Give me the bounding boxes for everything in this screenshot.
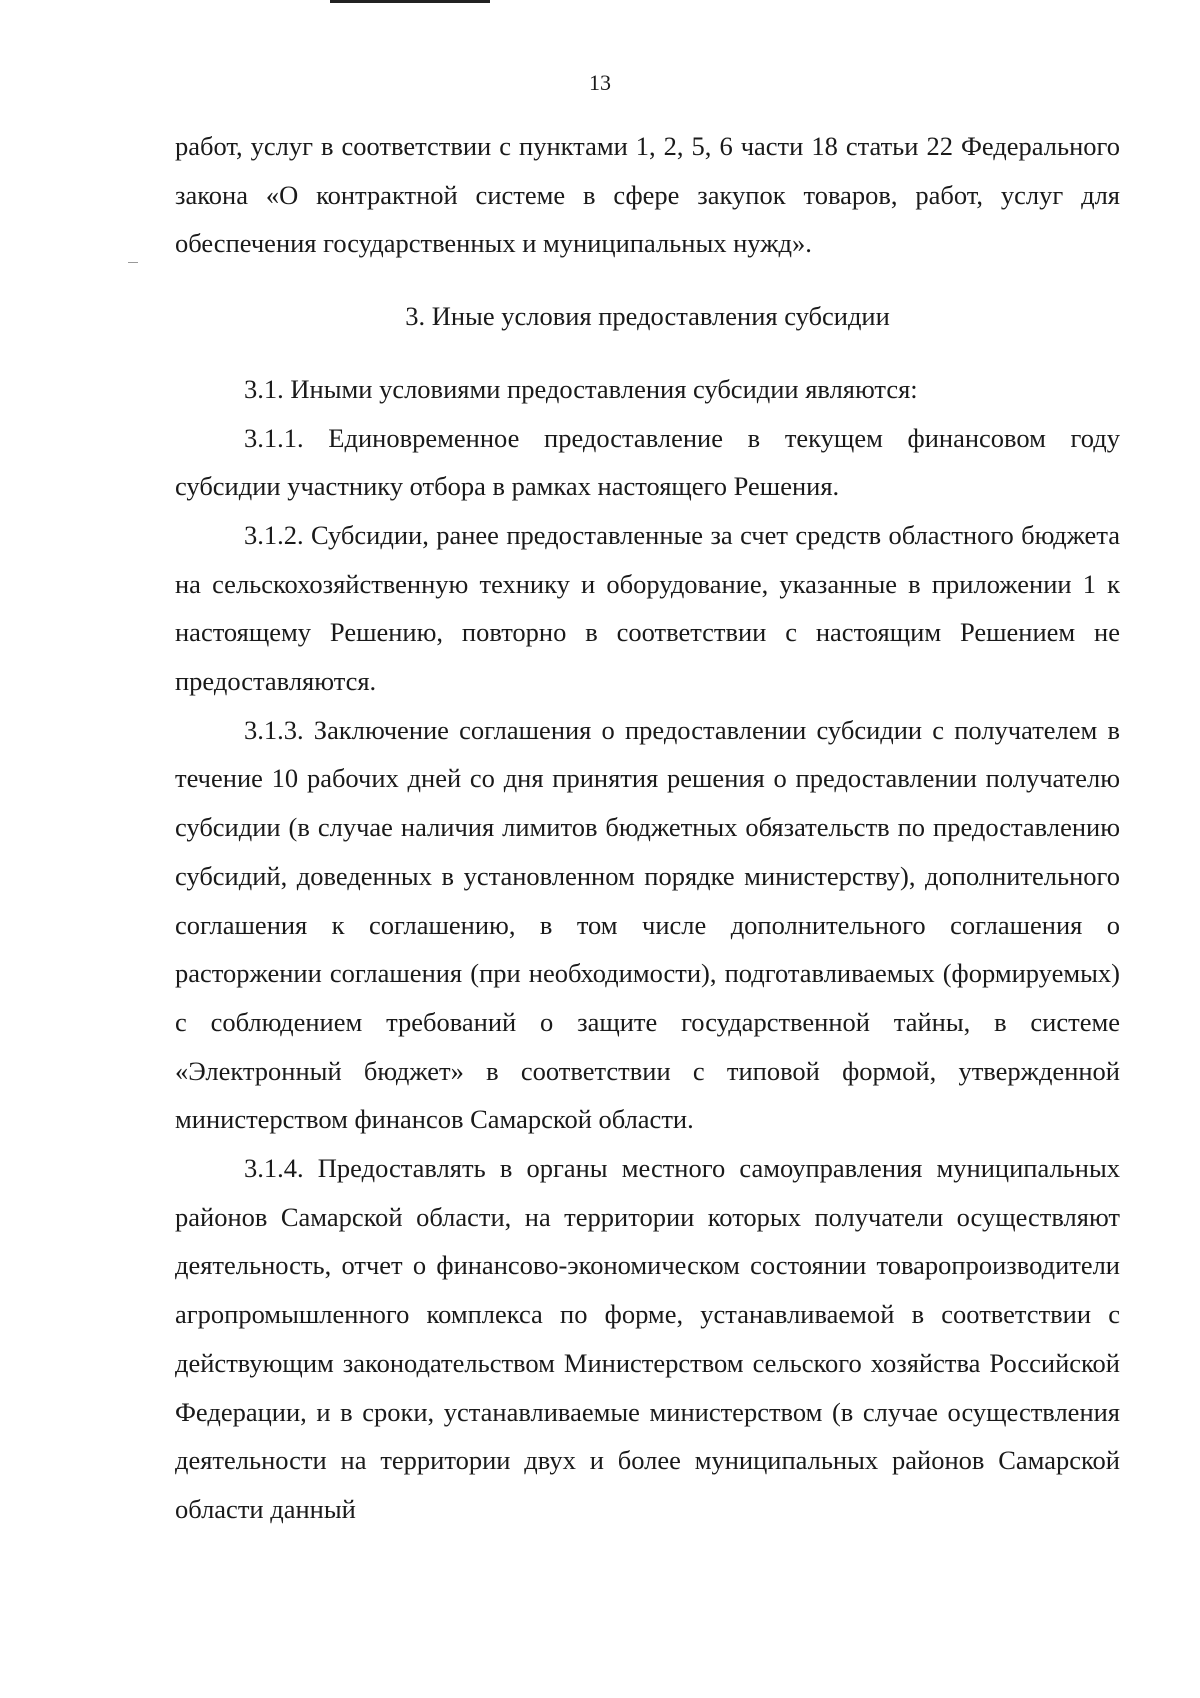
page-number: 13 [589,70,611,95]
paragraph-intro: работ, услуг в соответствии с пунктами 1, 2, 5, 6 части 18 статьи 22 Федерального закона «О контрактной системе в сфере закупок товаров, работ, услуг для обеспечения государственных и муниципальных нужд». [175,131,1120,259]
paragraph-3-1: 3.1. Иными условиями предоставления субсидии являются: [244,373,918,404]
scan-top-mark [330,0,490,3]
section-heading: 3. Иные условия предоставления субсидии [405,301,890,332]
paragraph-3-1-2: 3.1.2. Субсидии, ранее предоставленные за счет средств областного бюджета на сельскохозяйственную технику и оборудование, указанные в приложении 1 к настоящему Решению, повторно в соответствии с настоящим Решением не предоставляются. [175,519,1120,697]
paragraph-3-1-1: 3.1.1. Единовременное предоставление в текущем финансовом году субсидии участнику отбора в рамках настоящего Решения. [175,422,1120,502]
paragraph-3-1-3: 3.1.3. Заключение соглашения о предоставлении субсидии с получателем в течение 10 рабочих дней со дня принятия решения о предоставлении получателю субсидии (в случае наличия лимитов бюджетных обязательств по предоставлению субсидий, доведенных в установленном порядке министерству), дополнительного соглашения к соглашению, в том числе дополнительного соглашения о расторжении соглашения (при необходимости), подготавливаемых (формируемых) с соблюдением требований о защите государственной тайны, в системе «Электронный бюджет» в соответствии с типовой формой, утвержденной министерством финансов Самарской области. [175,714,1120,1135]
paragraph-3-1-4: 3.1.4. Предоставлять в органы местного самоуправления муниципальных районов Самарской области, на территории которых получатели осуществляют деятельность, отчет о финансово-экономическом состоянии товаропроизводители агропромышленного комплекса по форме, устанавливаемой в соответствии с действующим законодательством Министерством сельского хозяйства Российской Федерации, и в сроки, устанавливаемые министерством (в случае осуществления деятельности на территории двух и более муниципальных районов Самарской области данный [175,1153,1120,1524]
document-body [175,122,1120,1534]
scan-margin-tick [128,262,138,263]
